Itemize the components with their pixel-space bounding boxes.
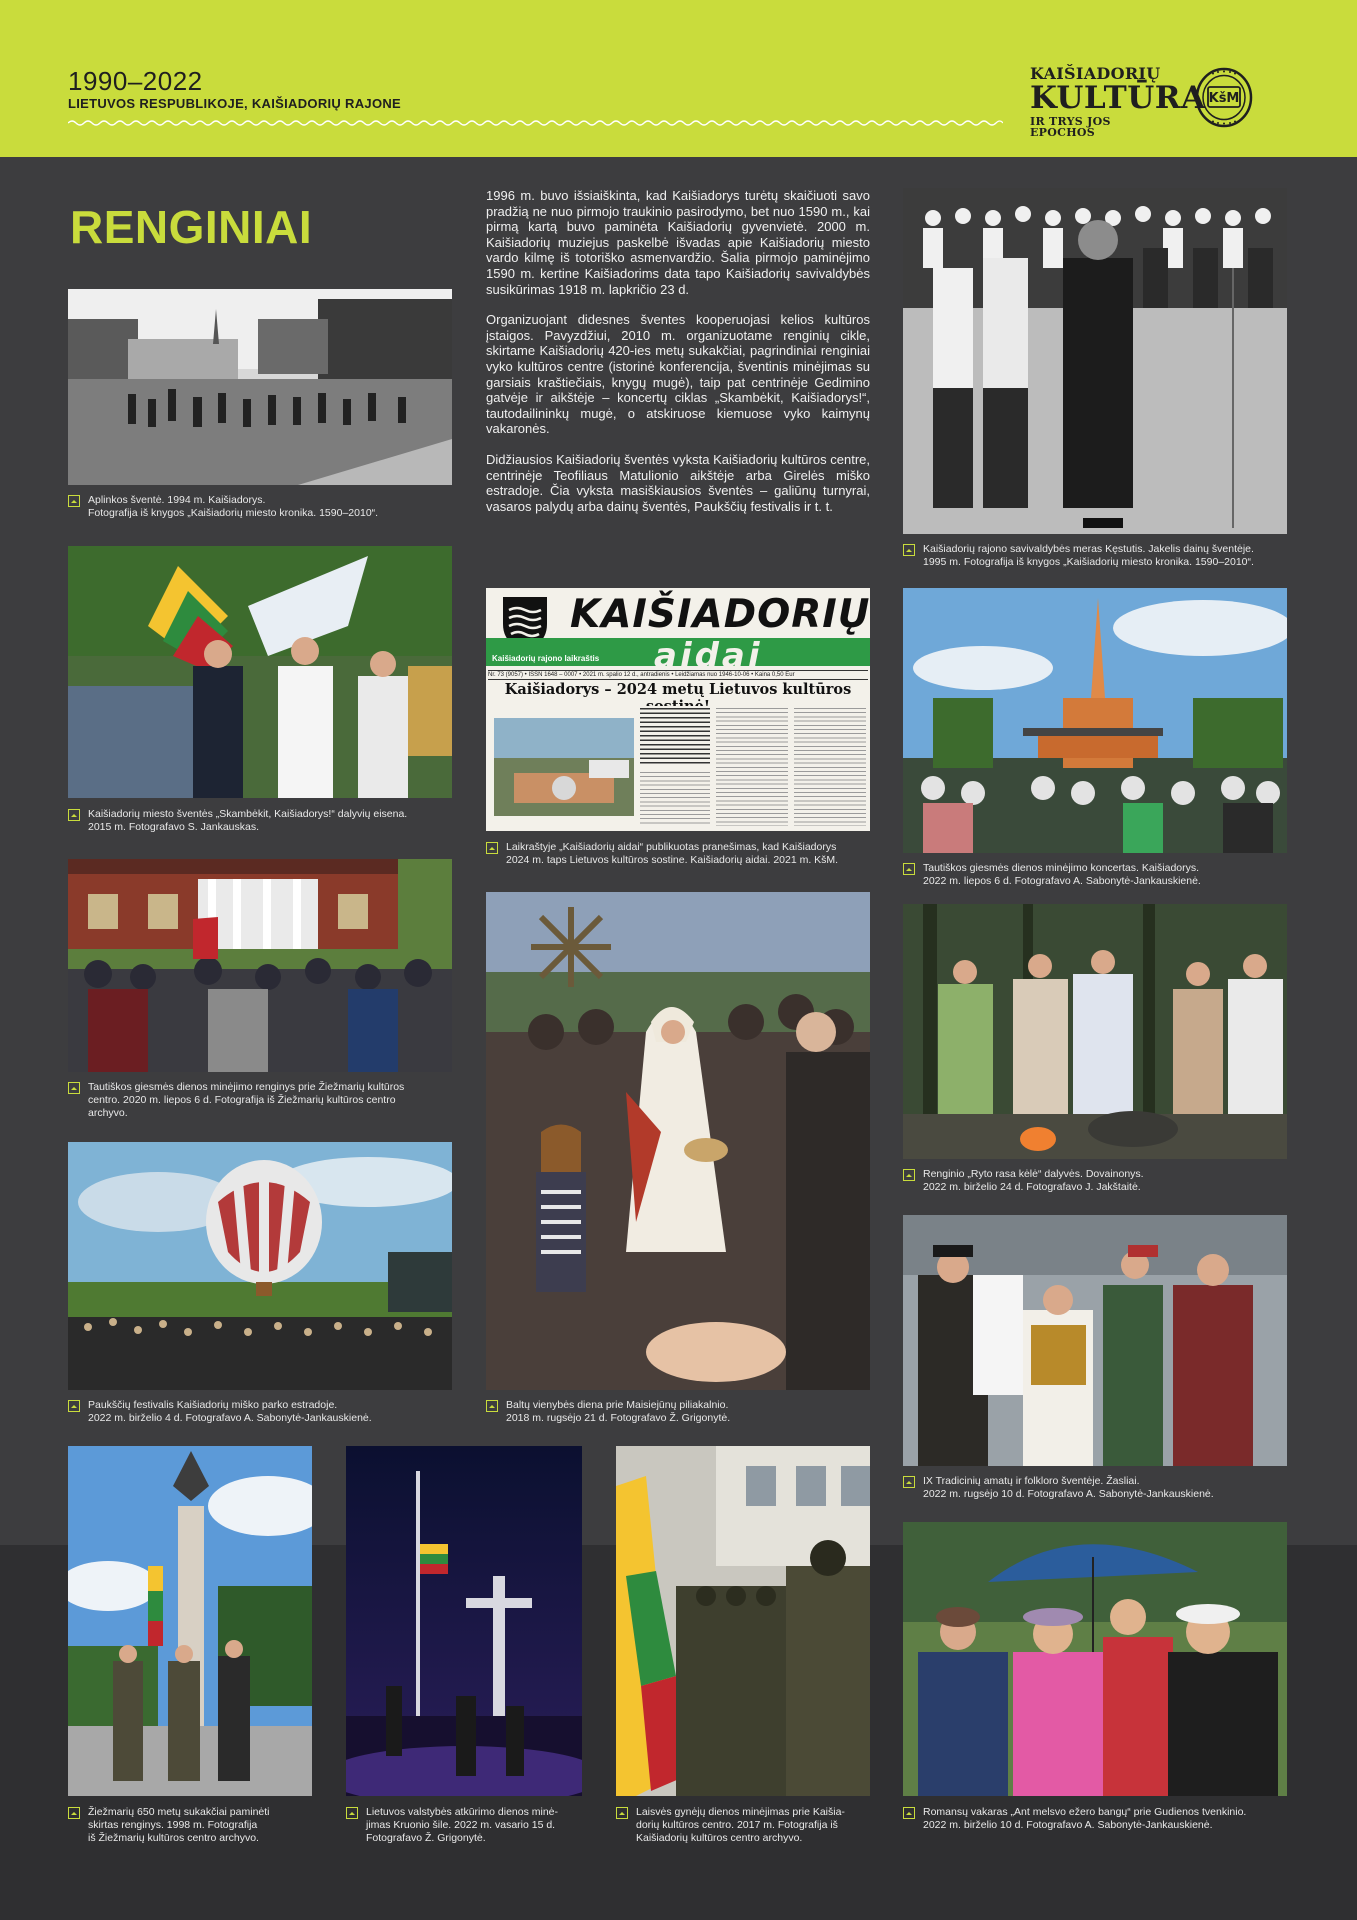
caption-line: 2022 m. birželio 10 d. Fotografavo A. Sabonytė-Jankauskienė.	[923, 1819, 1213, 1831]
newspaper-column	[716, 706, 788, 826]
caption-line: Žiežmarių 650 metų sukakčiai paminėti	[88, 1806, 270, 1818]
caption-line: iš Žiežmarių kultūros centro archyvo.	[88, 1832, 259, 1844]
caption-line: Lietuvos valstybės atkūrimo dienos minė-	[366, 1806, 559, 1818]
caption-marker-icon	[486, 842, 498, 854]
newspaper-column	[794, 706, 866, 826]
newspaper-issue-line: Nr. 73 (9057) • ISSN 1648 – 0007 • 2021 m. spalio 12 d., antradienis • Leidžiamas nuo 1946-10-06 • Kaina 0,50 Eur	[488, 670, 868, 680]
caption-line: Fotografija iš knygos „Kaišiadorių miesto kronika. 1590–2010“.	[88, 507, 379, 519]
caption-line: 2022 m. rugsėjo 10 d. Fotografavo A. Sabonytė-Jankauskienė.	[923, 1488, 1214, 1500]
newspaper-tagline: Kaišiadorių rajono laikraštis	[492, 654, 600, 663]
newspaper-column	[640, 770, 710, 826]
photo-kruonio-sile	[346, 1446, 582, 1796]
newspaper-lead-text	[640, 706, 710, 766]
caption-line: skirtas renginys. 1998 m. Fotografija	[88, 1819, 258, 1831]
caption-baltu	[486, 1399, 870, 1425]
intro-paragraph: 1996 m. buvo išsiaiškinta, kad Kaišiadorys turėtų skaičiuoti savo pradžią ne nuo pirmojo traukinio pasirodymo, bet nuo 1590 m., kai pirmą kartą buvo paminėta Kaišiadorių gyvenvietė. 2000 m. Kaišiadorių muziejus paskelbė išvadas apie Kaišiadorių miesto vardo kilmę iš totoriško asmenvardžio. Šalia pirmojo paminėjimo 1590 m. kertine Kaišiadorims data tapo Kaišiadorių savivaldybės susikūrimas 1918 m. lapkričio 23 d.	[486, 188, 870, 297]
caption-line: Aplinkos šventė. 1994 m. Kaišiadorys.	[88, 494, 266, 506]
caption-line: 2022 m. birželio 4 d. Fotografavo A. Sabonytė-Jankauskienė.	[88, 1412, 372, 1424]
caption-marker-icon	[486, 1400, 498, 1412]
caption-line: jimas Kruonio šile. 2022 m. vasario 15 d.	[366, 1819, 556, 1831]
photo-aplinkos-svente	[68, 289, 452, 485]
caption-skambekit	[68, 808, 452, 834]
newspaper-headline: Kaišiadorys – 2024 metų Lietuvos kultūros	[504, 681, 852, 698]
caption-line: Fotografavo Ž. Grigonytė.	[366, 1832, 486, 1844]
brand-logo	[1030, 64, 1206, 139]
caption-marker-icon	[903, 1476, 915, 1488]
caption-pauksciu	[68, 1399, 452, 1425]
caption-marker-icon	[903, 544, 915, 556]
museum-seal-logo	[1195, 67, 1253, 128]
brand-line-2: KULTŪRA	[1030, 80, 1206, 116]
page-header	[0, 0, 1357, 157]
caption-line: Laisvės gynėjų dienos minėjimas prie Kaišia-	[636, 1806, 845, 1818]
caption-line: Kaišiadorių kultūros centro archyvo.	[636, 1832, 803, 1844]
caption-ziezmariai-giesme	[68, 1081, 452, 1120]
caption-line: 1995 m. Fotografija iš knygos „Kaišiadorių miesto kronika. 1590–2010“.	[923, 556, 1254, 568]
caption-romansu	[903, 1806, 1303, 1832]
caption-marker-icon	[903, 1807, 915, 1819]
caption-koncertas	[903, 862, 1303, 888]
caption-laisves-gyneju	[616, 1806, 876, 1845]
photo-amatu-svente	[903, 1215, 1287, 1466]
photo-romansu-vakaras	[903, 1522, 1287, 1796]
caption-amatu	[903, 1475, 1303, 1501]
caption-line: centro. 2020 m. liepos 6 d. Fotografija iš Žiežmarių kultūros centro	[88, 1094, 396, 1106]
photo-skambekit	[68, 546, 452, 798]
photo-koncertas	[903, 588, 1287, 853]
newspaper-clipping	[486, 588, 870, 831]
photo-meras	[903, 188, 1287, 534]
photo-laisves-gyneju	[616, 1446, 870, 1796]
caption-aplinkos	[68, 494, 452, 520]
caption-marker-icon	[68, 809, 80, 821]
intro-paragraph: Didžiausios Kaišiadorių šventės vyksta Kaišiadorių kultūros centre, centrinėje Teofiliaus Matulionio aikštėje arba Girelės miško estradoje. Čia vyksta masiškiausios šventės – galiūnų turnyrai, vasaros palydų arba dainų šventės, Paukščių festivalis ir t. t.	[486, 451, 870, 514]
caption-line: 2018 m. rugsėjo 21 d. Fotografavo Ž. Grigonytė.	[506, 1412, 731, 1424]
caption-line: Paukščių festivalis Kaišiadorių miško parko estradoje.	[88, 1399, 338, 1411]
caption-marker-icon	[616, 1807, 628, 1819]
photo-ryto-rasa	[903, 904, 1287, 1159]
newspaper-title: KAIŠIADORIŲ	[570, 592, 870, 637]
caption-line: Tautiškos giesmės dienos minėjimo renginys prie Žiežmarių kultūros	[88, 1081, 405, 1093]
caption-line: Kaišiadorių miesto šventės „Skambėkit, Kaišiadorys!“ dalyvių eisena.	[88, 808, 408, 820]
section-title: RENGINIAI	[70, 201, 313, 253]
caption-marker-icon	[68, 1400, 80, 1412]
caption-line: Renginio „Ryto rasa kėlė“ dalyvės. Dovainonys.	[923, 1168, 1144, 1180]
header-subtitle: LIETUVOS RESPUBLIKOJE, KAIŠIADORIŲ RAJONE	[68, 96, 402, 111]
caption-line: 2015 m. Fotografavo S. Jankauskas.	[88, 821, 260, 833]
caption-line: archyvo.	[88, 1107, 128, 1119]
caption-line: Tautiškos giesmės dienos minėjimo koncertas. Kaišiadorys.	[923, 862, 1200, 874]
caption-line: 2022 m. liepos 6 d. Fotografavo A. Sabonytė-Jankauskienė.	[923, 875, 1201, 887]
newspaper-subtitle: aidai	[654, 636, 763, 676]
caption-ziezmariai-650	[68, 1806, 318, 1845]
caption-kruonio	[346, 1806, 586, 1845]
caption-marker-icon	[68, 1807, 80, 1819]
photo-ziezmariai-650	[68, 1446, 312, 1796]
caption-marker-icon	[903, 1169, 915, 1181]
caption-newspaper	[486, 841, 870, 867]
caption-line: Laikraštyje „Kaišiadorių aidai“ publikuotas pranešimas, kad Kaišiadorys	[506, 841, 837, 853]
photo-baltu-vienybes	[486, 892, 870, 1390]
seal-text: KšM	[1208, 91, 1240, 106]
caption-marker-icon	[68, 1082, 80, 1094]
caption-marker-icon	[346, 1807, 358, 1819]
years-range: 1990–2022	[68, 66, 203, 96]
caption-line: IX Tradicinių amatų ir folkloro šventėje. Žasliai.	[923, 1475, 1140, 1487]
intro-text	[486, 188, 870, 529]
brand-line-3: IR TRYS JOS EPOCHOS	[1030, 115, 1111, 139]
caption-line: Baltų vienybės diena prie Maisiejūnų piliakalnio.	[506, 1399, 729, 1411]
caption-line: 2024 m. taps Lietuvos kultūros sostine. Kaišiadorių aidai. 2021 m. KšM.	[506, 854, 839, 866]
photo-pauksciu-festivalis	[68, 1142, 452, 1390]
wavy-divider	[68, 118, 1003, 128]
caption-line: dorių kultūros centro. 2017 m. Fotografija iš	[636, 1819, 838, 1831]
photo-ziezmariai-giesme	[68, 859, 452, 1072]
newspaper-aerial-photo	[494, 718, 634, 816]
caption-ryto-rasa	[903, 1168, 1303, 1194]
intro-paragraph: Organizuojant didesnes šventes kooperuojasi kelios kultūros įstaigos. Pavyzdžiui, 2010 m. organizuotame renginių cikle, skirtame Kaišiadorių 420-ies metų sukakčiai, pagrindiniai renginiai vyko kultūros centre (istorinė konferencija, šventinis minėjimas su garsiais kraštiečiais, knygų mugė), taip pat centrinėje Gedimino gatvėje ir aikštėje – koncertų ciklas „Skambėkit, Kaišiadorys!“, tautodailininkų mugė, o atskiruose kiemuose vyko kaimynų vakaronės.	[486, 312, 870, 437]
caption-marker-icon	[68, 495, 80, 507]
caption-marker-icon	[903, 863, 915, 875]
caption-line: 2022 m. birželio 24 d. Fotografavo J. Jakštaitė.	[923, 1181, 1141, 1193]
caption-line: Romansų vakaras „Ant melsvo ežero bangų“ prie Gudienos tvenkinio.	[923, 1806, 1247, 1818]
caption-meras	[903, 543, 1303, 569]
caption-line: Kaišiadorių rajono savivaldybės meras Kęstutis. Jakelis dainų šventėje.	[923, 543, 1254, 555]
brand-line-1: KAIŠIADORIŲ	[1030, 64, 1161, 83]
